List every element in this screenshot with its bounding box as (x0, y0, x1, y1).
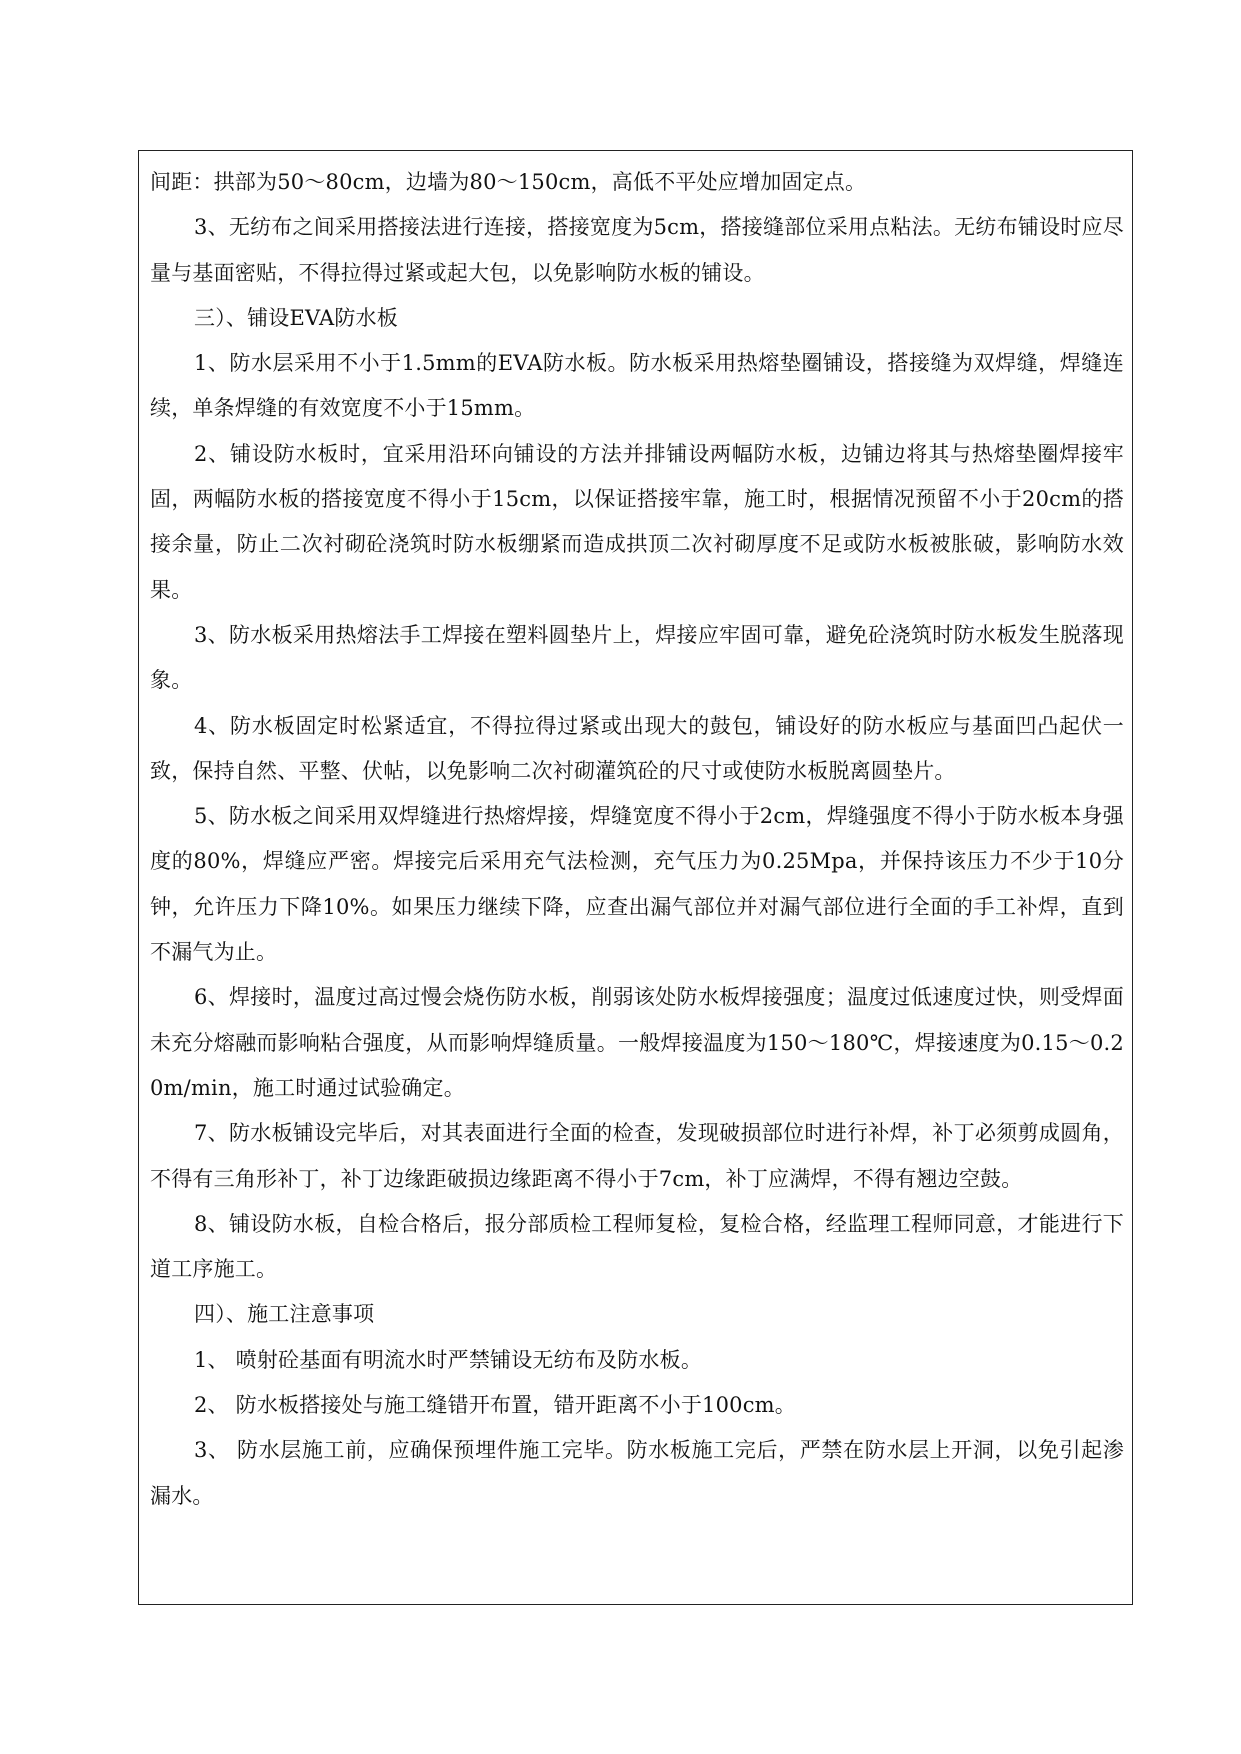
paragraph-eva-5: 5、防水板之间采用双焊缝进行热熔焊接，焊缝宽度不得小于2cm，焊缝强度不得小于防水板本身强度的80%，焊缝应严密。焊接完后采用充气法检测，充气压力为0.25Mpa，并保持该压力不少于10分钟，允许压力下降10%。如果压力继续下降，应查出漏气部位并对漏气部位进行全面的手工补焊，直到不漏气为止。 (150, 804, 1124, 965)
paragraph-nonwoven-lap: 3、无纺布之间采用搭接法进行连接，搭接宽度为5cm，搭接缝部位采用点粘法。无纺布铺设时应尽量与基面密贴，不得拉得过紧或起大包，以免影响防水板的铺设。 (150, 215, 1124, 285)
paragraph-precaution-1: 1、 喷射砼基面有明流水时严禁铺设无纺布及防水板。 (194, 1347, 703, 1372)
paragraph-precaution-2: 2、 防水板搭接处与施工缝错开布置，错开距离不小于100cm。 (194, 1393, 796, 1418)
section-heading-precautions: 四）、施工注意事项 (194, 1302, 375, 1327)
paragraph-eva-6: 6、焊接时，温度过高过慢会烧伤防水板，削弱该处防水板焊接强度；温度过低速度过快，则受焊面未充分熔融而影响粘合强度，从而影响焊缝质量。一般焊接温度为150～180℃，焊接速度为0.15～0.20m/min，施工时通过试验确定。 (150, 985, 1124, 1100)
paragraph-eva-4: 4、防水板固定时松紧适宜，不得拉得过紧或出现大的鼓包，铺设好的防水板应与基面凹凸起伏一致，保持自然、平整、伏帖，以免影响二次衬砌灌筑砼的尺寸或使防水板脱离圆垫片。 (150, 713, 1124, 783)
paragraph-eva-1: 1、防水层采用不小于1.5mm的EVA防水板。防水板采用热熔垫圈铺设，搭接缝为双焊缝，焊缝连续，单条焊缝的有效宽度不小于15mm。 (150, 351, 1124, 421)
paragraph-precaution-3: 3、 防水层施工前，应确保预埋件施工完毕。防水板施工完后，严禁在防水层上开洞，以免引起渗漏水。 (150, 1438, 1124, 1508)
paragraph-eva-3: 3、防水板采用热熔法手工焊接在塑料圆垫片上，焊接应牢固可靠，避免砼浇筑时防水板发生脱落现象。 (150, 622, 1124, 693)
section-heading-eva: 三）、铺设EVA防水板 (194, 305, 398, 330)
paragraph-spacing-note: 间距：拱部为50～80cm，边墙为80～150cm，高低不平处应增加固定点。 (150, 170, 867, 194)
paragraph-eva-2: 2、铺设防水板时，宜采用沿环向铺设的方法并排铺设两幅防水板，边铺边将其与热熔垫圈焊接牢固，两幅防水板的搭接宽度不得小于15cm，以保证搭接牢靠，施工时，根据情况预留不小于20cm的搭接余量，防止二次衬砌砼浇筑时防水板绷紧而造成拱顶二次衬砌厚度不足或防水板被胀破，影响防水效果。 (150, 441, 1124, 602)
document-frame (138, 150, 1133, 1605)
paragraph-eva-7: 7、防水板铺设完毕后，对其表面进行全面的检查，发现破损部位时进行补焊，补丁必须剪成圆角，不得有三角形补丁，补丁边缘距破损边缘距离不得小于7cm，补丁应满焊，不得有翘边空鼓。 (150, 1121, 1124, 1191)
paragraph-eva-8: 8、铺设防水板，自检合格后，报分部质检工程师复检，复检合格，经监理工程师同意，才能进行下道工序施工。 (150, 1211, 1124, 1282)
